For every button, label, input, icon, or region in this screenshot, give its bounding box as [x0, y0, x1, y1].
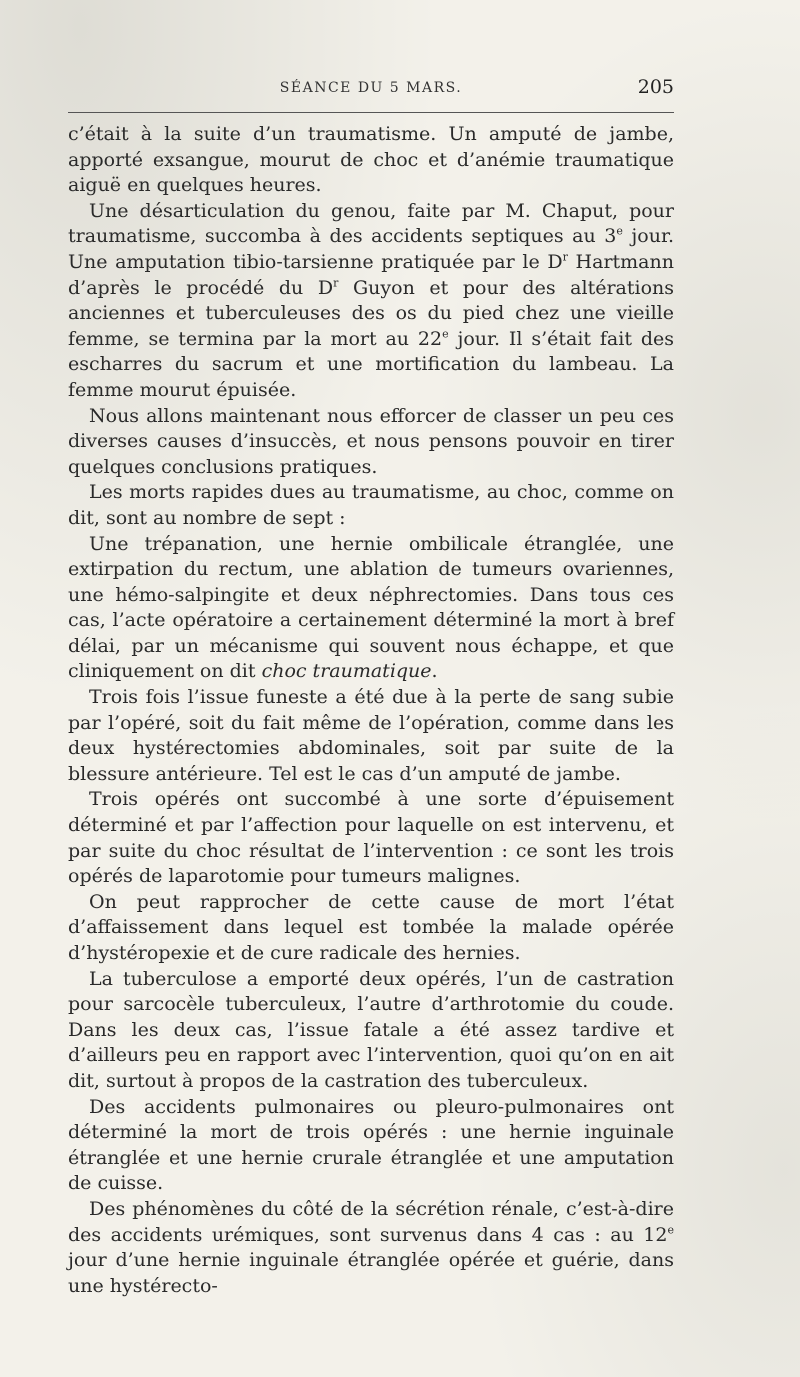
paragraph-2: [68, 199, 674, 404]
paragraph-1: [68, 122, 674, 199]
paragraph-10: [68, 1095, 674, 1197]
paragraph-5-text-b: .: [431, 660, 438, 683]
paragraph-10-text: Des accidents pulmonaires ou pleuro-pulmonaires ont déterminé la mort de trois opérés : une hernie inguinale étranglée et une hernie crurale étranglée et une amputation de cuisse.: [68, 1095, 674, 1195]
paragraph-6: [68, 685, 674, 787]
paragraph-3-text: Nous allons maintenant nous efforcer de classer un peu ces diverses causes d’insuccès, et nous pensons pouvoir en tirer quelques conclusions pratiques.: [68, 404, 674, 478]
running-head: SÉANCE DU 5 MARS.: [279, 80, 463, 96]
header-rule: [68, 112, 674, 113]
paragraph-3: [68, 404, 674, 481]
paragraph-2-text-d: Guyon et pour des altérations anciennes et tuberculeuses des os du pied chez une vieille femme, se termina par la mort au 22: [68, 276, 674, 350]
paragraph-5: [68, 532, 674, 686]
paragraph-2-text-c: Hartmann d’après le procédé du D: [68, 250, 674, 299]
paragraph-1-text: c’était à la suite d’un traumatisme. Un amputé de jambe, apporté exsangue, mourut de choc et d’anémie traumatique aiguë en quelques heures.: [68, 123, 674, 197]
paragraph-8-text: On peut rapprocher de cette cause de mort l’état d’affaissement dans lequel est tombée la malade opérée d’hystéropexie et de cure radicale des hernies.: [68, 890, 674, 964]
body-text: [68, 122, 674, 1299]
paragraph-5-text-a: Une trépanation, une hernie ombilicale étranglée, une extirpation du rectum, une ablation de tumeurs ovariennes, une hémo-salpingite et deux néphrectomies. Dans tous ces cas, l’acte opératoire a certainement déterminé la mort à bref délai, par un mécanisme qui souvent nous échappe, et que cliniquement on dit: [68, 532, 674, 683]
paragraph-11-text-a: Des phénomènes du côté de la sécrétion rénale, c’est-à-dire des accidents urémiques, sont survenus dans 4 cas : au 12: [68, 1197, 674, 1246]
page-number: 205: [637, 76, 674, 98]
paragraph-9: [68, 967, 674, 1095]
paragraph-4-text: Les morts rapides dues au traumatisme, au choc, comme on dit, sont au nombre de sept :: [68, 481, 674, 529]
paragraph-5-italic: choc traumatique: [261, 660, 432, 683]
superscript-e: e: [616, 225, 623, 239]
paragraph-8: [68, 890, 674, 967]
paragraph-11-text-b: jour d’une hernie inguinale étranglée opérée et guérie, dans une hystérecto-: [68, 1249, 674, 1297]
superscript-e: e: [667, 1223, 674, 1237]
paragraph-2-text-e: jour. Il s’était fait des escharres du sacrum et une mortification du lambeau. La femme mourut épuisée.: [68, 327, 674, 401]
superscript-r: r: [562, 250, 568, 264]
paragraph-6-text: Trois fois l’issue funeste a été due à la perte de sang subie par l’opéré, soit du fait même de l’opération, comme dans les deux hystérectomies abdominales, soit par suite de la blessure antérieure. Tel est le cas d’un amputé de jambe.: [68, 686, 674, 785]
paragraph-4: [68, 480, 674, 531]
paragraph-7: [68, 787, 674, 889]
paragraph-11: [68, 1197, 674, 1299]
page-header: [68, 74, 674, 104]
paragraph-2-text-a: Une désarticulation du genou, faite par M. Chaput, pour traumatisme, succomba à des accidents septiques au 3: [68, 199, 674, 248]
superscript-r: r: [333, 276, 339, 290]
paragraph-7-text: Trois opérés ont succombé à une sorte d’épuisement déterminé et par l’affection pour laquelle on est intervenu, et par suite du choc résultat de l’intervention : ce sont les trois opérés de laparotomie pour tumeurs malignes.: [68, 788, 674, 888]
paragraph-9-text: La tuberculose a emporté deux opérés, l’un de castration pour sarcocèle tuberculeux, l’autre d’arthrotomie du coude. Dans les deux cas, l’issue fatale a été assez tardive et d’ailleurs peu en rapport avec l’intervention, quoi qu’on en ait dit, surtout à propos de la castration des tuberculeux.: [68, 967, 674, 1092]
paragraph-2-text-b: jour. Une amputation tibio-tarsienne pratiquée par le D: [68, 225, 674, 273]
superscript-e: e: [442, 327, 449, 341]
